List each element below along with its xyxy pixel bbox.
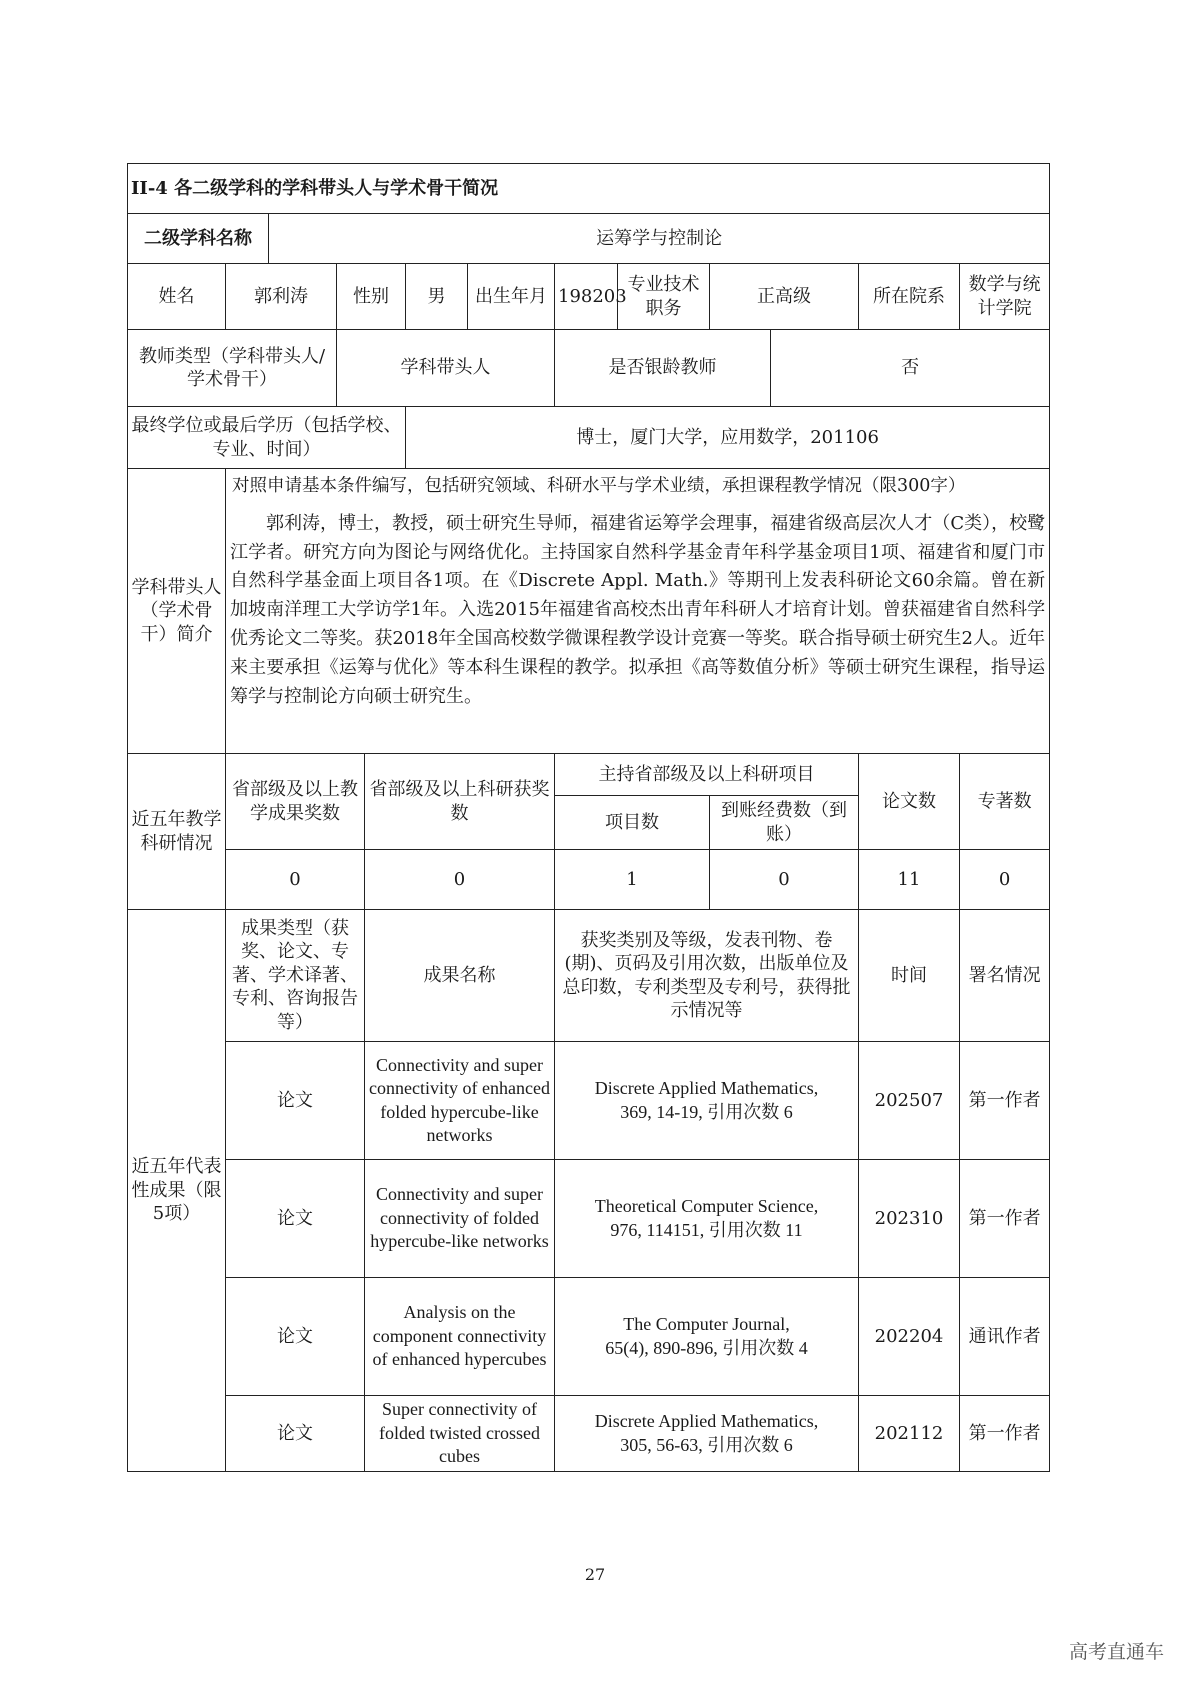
- subject-row: [128, 214, 1050, 264]
- achievement-row: [128, 1042, 1050, 1160]
- books-header: 专著数: [960, 754, 1050, 850]
- gender-label: 性别: [337, 264, 406, 330]
- achievement-name: Connectivity and super connectivity of enhanced folded hypercube-like networks: [365, 1042, 555, 1160]
- teacher-type-value: 学科带头人: [337, 330, 555, 407]
- stats-label: 近五年教学科研情况: [128, 754, 226, 910]
- achievement-detail: [555, 1160, 859, 1278]
- achievement-name: Super connectivity of folded twisted crossed cubes: [365, 1396, 555, 1472]
- achievement-detail: [555, 1042, 859, 1160]
- achievement-type: 论文: [226, 1160, 365, 1278]
- achievement-row: [128, 1396, 1050, 1472]
- birth-value: 198203: [555, 264, 618, 330]
- achievement-detail: [555, 1396, 859, 1472]
- achievement-journal: Theoretical Computer Science,: [594, 1196, 819, 1217]
- achievement-time: 202507: [859, 1042, 960, 1160]
- stats-header-row-1: [128, 754, 1050, 796]
- person-row: [128, 264, 1050, 330]
- achievement-type: 论文: [226, 1042, 365, 1160]
- achievement-journal: Discrete Applied Mathematics,: [594, 1078, 819, 1099]
- detail-header: 获奖类别及等级，发表刊物、卷(期)、页码及引用次数，出版单位及总印数，专利类型及专利号，获得批示情况等: [555, 910, 859, 1042]
- silver-teacher-label: 是否银龄教师: [555, 330, 771, 407]
- achievement-time: 202112: [859, 1396, 960, 1472]
- achievement-type: 论文: [226, 1278, 365, 1396]
- silver-teacher-value: 否: [771, 330, 1050, 407]
- stats-values-row: [128, 850, 1050, 910]
- degree-label: 最终学位或最后学历（包括学校、专业、时间）: [128, 407, 406, 469]
- teacher-type-row: [128, 330, 1050, 407]
- achievement-type: 论文: [226, 1396, 365, 1472]
- teacher-type-label: 教师类型（学科带头人/学术骨干）: [128, 330, 337, 407]
- birth-label: 出生年月: [468, 264, 555, 330]
- achievement-citation: 976, 114151, 引用次数 11: [610, 1219, 803, 1240]
- name-value: 郭利涛: [226, 264, 337, 330]
- achievement-name: Analysis on the component connectivity of enhanced hypercubes: [365, 1278, 555, 1396]
- funding-value: 0: [710, 850, 859, 910]
- achievements-header-row: [128, 910, 1050, 1042]
- teaching-awards-value: 0: [226, 850, 365, 910]
- research-awards-header: 省部级及以上科研获奖数: [365, 754, 555, 850]
- subject-label: 二级学科名称: [128, 214, 269, 264]
- achievement-time: 202204: [859, 1278, 960, 1396]
- author-header: 署名情况: [960, 910, 1050, 1042]
- teaching-awards-header: 省部级及以上教学成果奖数: [226, 754, 365, 850]
- papers-value: 11: [859, 850, 960, 910]
- bio-row: [128, 469, 1050, 754]
- section-title: II-4 各二级学科的学科带头人与学术骨干简况: [128, 164, 1050, 214]
- achievement-journal: The Computer Journal,: [623, 1314, 790, 1335]
- achievement-citation: 65(4), 890-896, 引用次数 4: [605, 1337, 808, 1358]
- achievement-author: 第一作者: [960, 1396, 1050, 1472]
- degree-value: 博士，厦门大学，应用数学，201106: [406, 407, 1050, 469]
- degree-row: [128, 407, 1050, 469]
- title-value: 正高级: [710, 264, 859, 330]
- achievement-detail: [555, 1278, 859, 1396]
- books-value: 0: [960, 850, 1050, 910]
- research-awards-value: 0: [365, 850, 555, 910]
- gender-value: 男: [406, 264, 468, 330]
- time-header: 时间: [859, 910, 960, 1042]
- achievements-label: 近五年代表性成果（限5项）: [128, 910, 226, 1472]
- application-form: [127, 163, 1050, 1472]
- achievement-row: [128, 1160, 1050, 1278]
- bio-text: 郭利涛，博士，教授，硕士研究生导师，福建省运筹学会理事，福建省级高层次人才（C类），校鹭江学者。研究方向为图论与网络优化。主持国家自然科学基金青年科学基金项目1项、福建省和厦门市自然科学基金面上项目各1项。在《Discrete Appl. Math.》等期刊上发表科研论文60余篇。曾在新加坡南洋理工大学访学1年。入选2015年福建省高校杰出青年科研人才培育计划。曾获福建省自然科学优秀论文二等奖。获2018年全国高校数学微课程教学设计竞赛一等奖。联合指导硕士研究生2人。近年来主要承担《运筹与优化》等本科生课程的教学。拟承担《高等数值分析》等硕士研究生课程，指导运筹学与控制论方向硕士研究生。: [230, 512, 1046, 707]
- type-header: 成果类型（获奖、论文、专著、学术译著、专利、咨询报告等）: [226, 910, 365, 1042]
- bio-instruction: 对照申请基本条件编写，包括研究领域、科研水平与学术业绩，承担课程教学情况（限300字）: [232, 476, 966, 496]
- achievement-author: 通讯作者: [960, 1278, 1050, 1396]
- watermark-text: 高考直通车: [1068, 1641, 1164, 1663]
- title-label: 专业技术职务: [618, 264, 710, 330]
- achievement-row: [128, 1278, 1050, 1396]
- achievement-author: 第一作者: [960, 1160, 1050, 1278]
- bio-label: 学科带头人（学术骨干）简介: [128, 469, 226, 754]
- funding-header: 到账经费数（到账）: [710, 796, 859, 850]
- achievement-time: 202310: [859, 1160, 960, 1278]
- name-header: 成果名称: [365, 910, 555, 1042]
- dept-label: 所在院系: [859, 264, 960, 330]
- achievement-name: Connectivity and super connectivity of folded hypercube-like networks: [365, 1160, 555, 1278]
- projects-header: 主持省部级及以上科研项目: [555, 754, 859, 796]
- dept-value: 数学与统计学院: [960, 264, 1050, 330]
- achievement-journal: Discrete Applied Mathematics,: [594, 1411, 819, 1432]
- name-label: 姓名: [128, 264, 226, 330]
- achievement-citation: 369, 14-19, 引用次数 6: [620, 1101, 793, 1122]
- project-count-header: 项目数: [555, 796, 710, 850]
- subject-value: 运筹学与控制论: [269, 214, 1050, 264]
- page-number: 27: [584, 1565, 606, 1584]
- bio-cell: [226, 469, 1050, 754]
- papers-header: 论文数: [859, 754, 960, 850]
- section-header-row: [128, 164, 1050, 214]
- achievement-citation: 305, 56-63, 引用次数 6: [620, 1434, 793, 1455]
- achievement-author: 第一作者: [960, 1042, 1050, 1160]
- project-count-value: 1: [555, 850, 710, 910]
